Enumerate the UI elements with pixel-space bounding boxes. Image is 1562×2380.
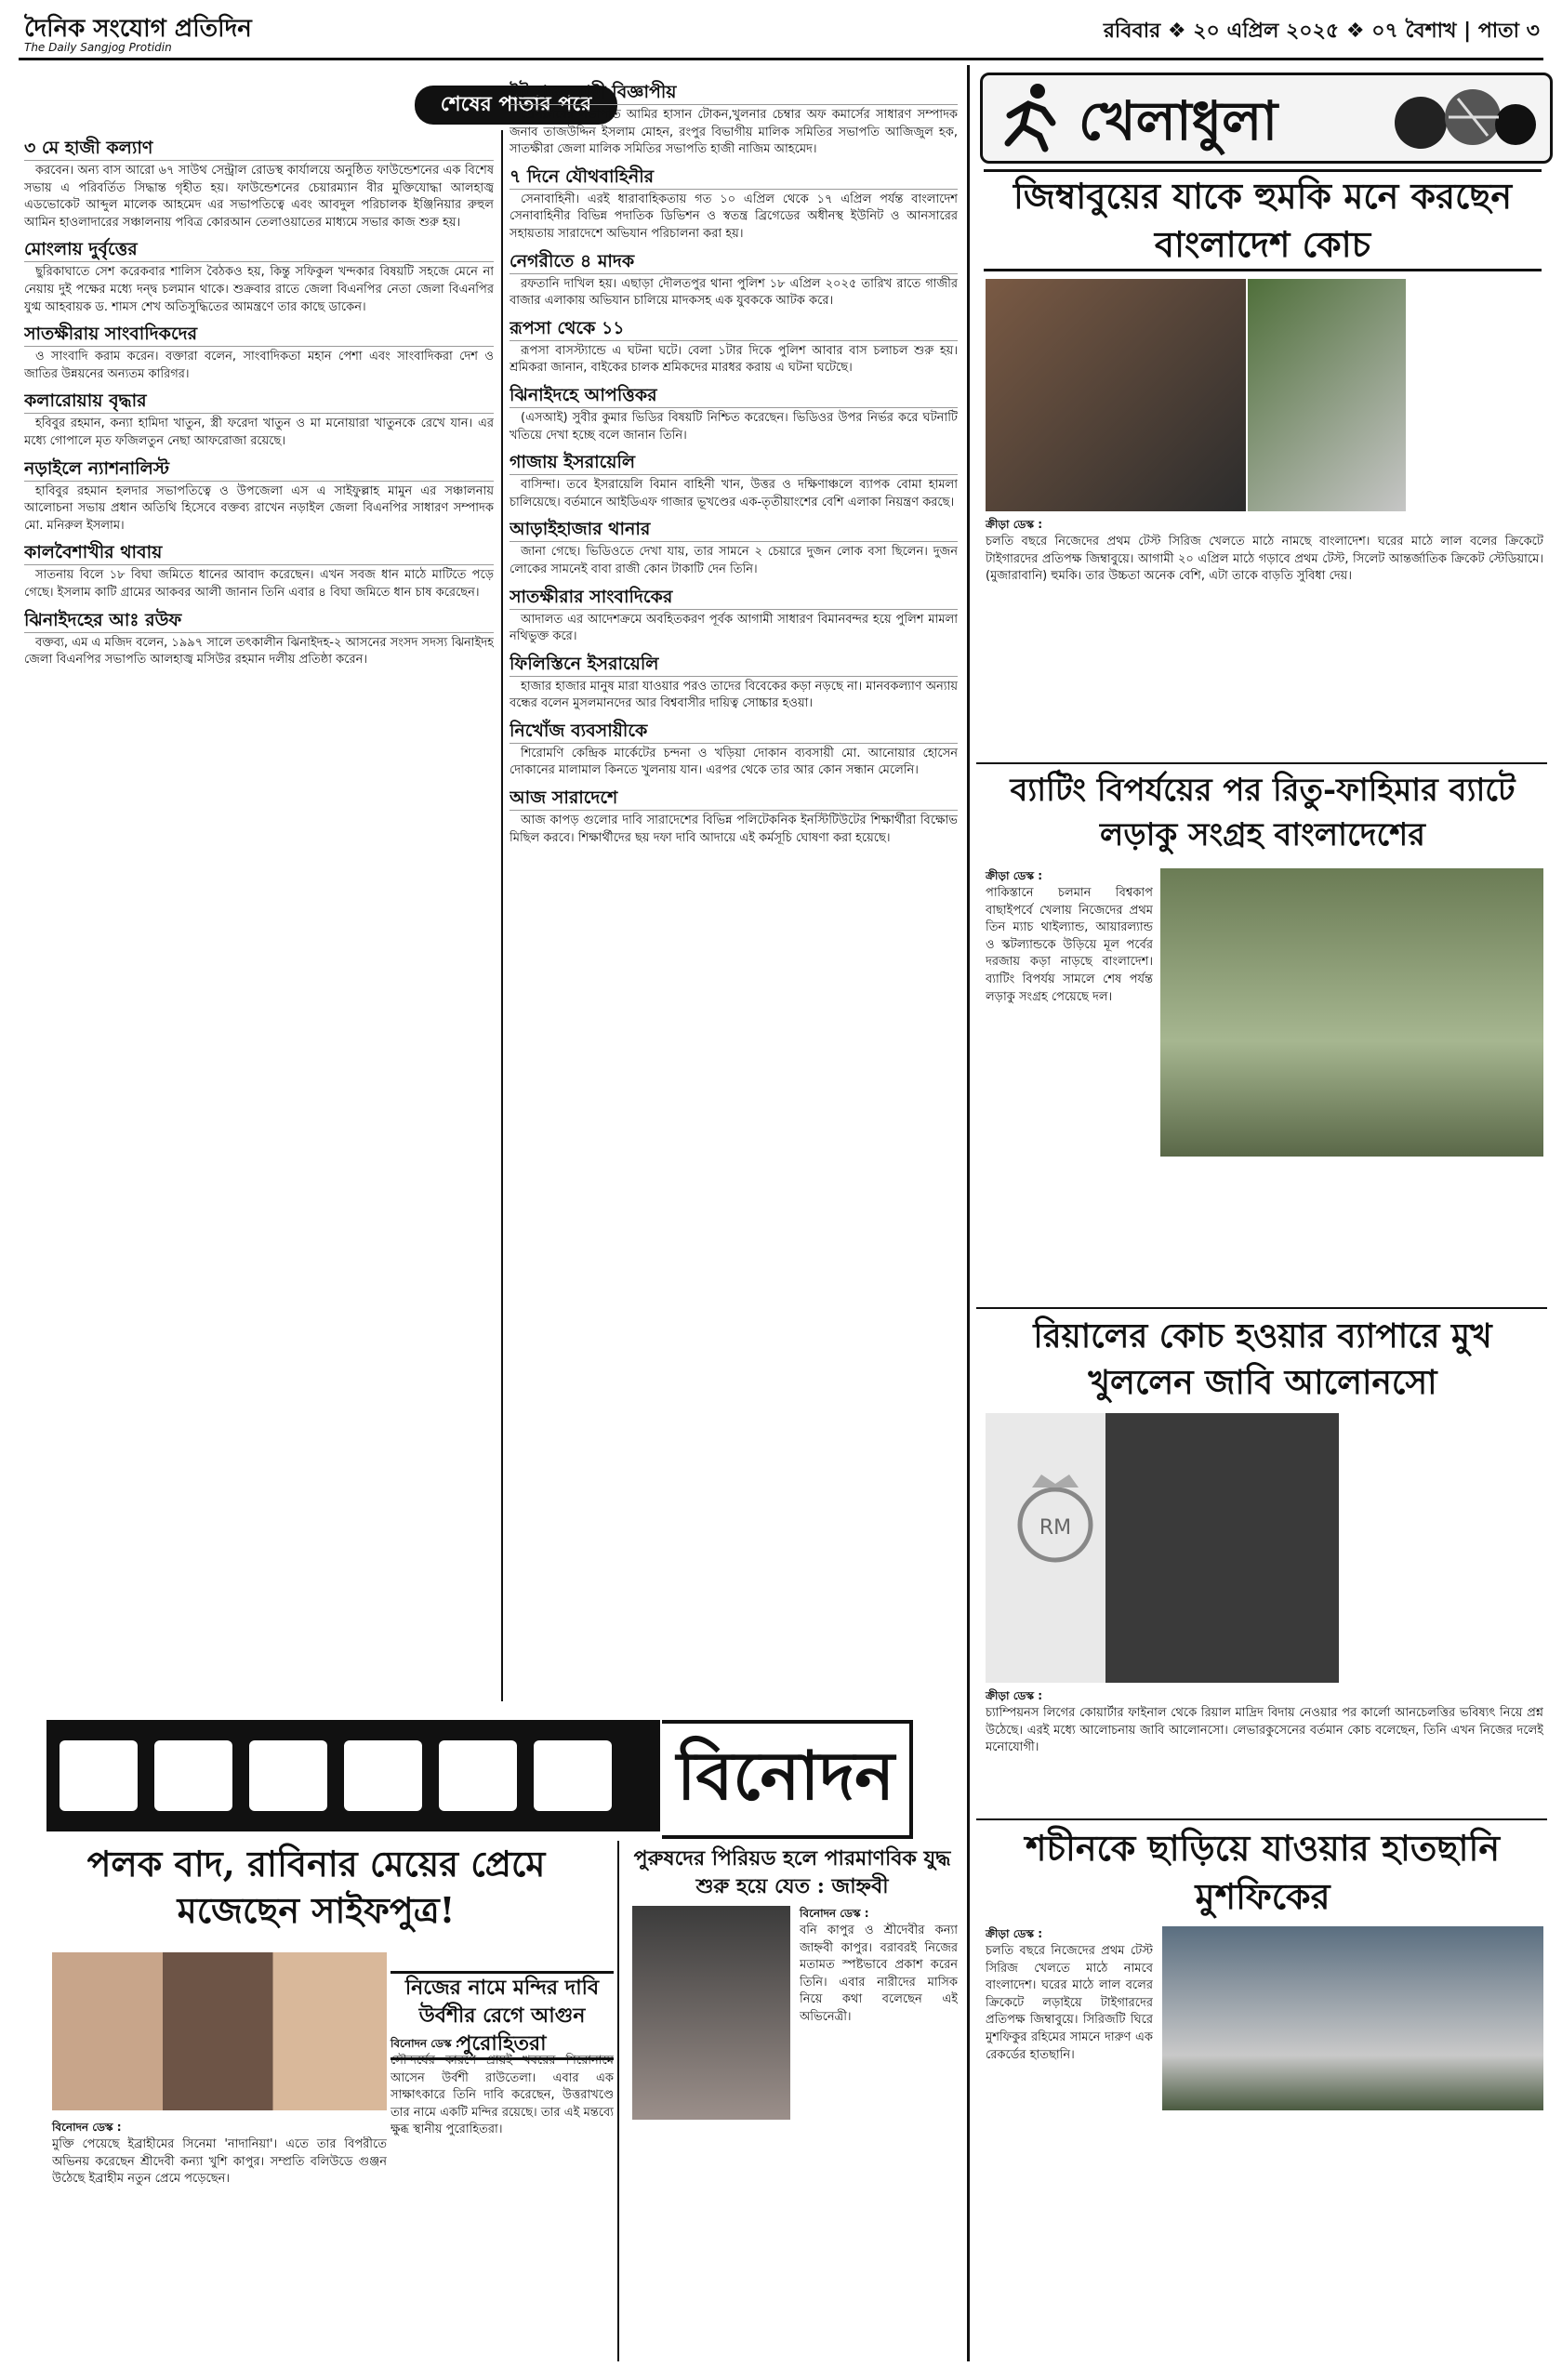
- story-caption: ক্রীড়া ডেস্ক :: [986, 1689, 1043, 1702]
- story-body: আজ কাপড় গুলোর দাবি সারাদেশের বিভিন্ন পলিটেকনিক ইনস্টিটিউটের শিক্ষার্থীরা বিক্ষোভ মিছিল করবে। শিক্ষার্থীদের ছয় দফা দাবি আদায়ে এই কর্মসূচি ঘোষণা করা হয়েছে।: [510, 813, 958, 845]
- story-body: হবিবুর রহমান, কন্যা হামিদা খাতুন, স্ত্রী ফরেদা খাতুন ও মা মনোয়ারা খাতুনকে রেখে যান। এর মধ্যে গোপালে মৃত ফজিলতুন নেছা আফরোজা রয়েছে।: [24, 416, 494, 448]
- story-body: সাতনায় বিলে ১৮ বিঘা জমিতে ধানের আবাদ করেছেন। এখন সবজ ধান মাঠে মাটিতে পড়ে গেছে। ইসলাম কাটি গ্রামের আকবর আলী জানান তিনি এবার ৪ বিঘা জমিতে ধান চাষ করেছেন।: [24, 568, 494, 600]
- middle-story-1: [510, 80, 958, 159]
- column-divider: [617, 1841, 619, 2361]
- left-story-6: [24, 540, 494, 602]
- story-headline: সাতক্ষীরার সাংবাদিকের: [510, 585, 958, 610]
- sports-balls-icon: [1383, 80, 1540, 152]
- middle-story-3: [510, 249, 958, 311]
- left-story-7: [24, 608, 494, 669]
- story-body: হাবিবুর রহমান হলদার সভাপতিত্বে ও উপজেলা এস এ সাইফুল্লাহ মামুন এর সঞ্চালনায় আলোচনা সভায় প্রধান অতিথি হিসেবে বক্তব্য রাখেন নড়াইল জেলা বিএনপির সাধারণ সম্পাদক মো. মনিরুল ইসলাম।: [24, 483, 494, 533]
- sports-story-2-body: পাকিস্তানে চলমান বিশ্বকাপ বাছাইপর্বে খেলায় নিজেদের প্রথম তিন ম্যাচ থাইল্যান্ড, আয়ারল্যান্ড ও স্কটল্যান্ডকে উড়িয়ে মূল পর্বের দরজায় কড়া নাড়ছে বাংলাদেশ। ব্যাটিং বিপর্যয় সামলে শেষ পর্যন্ত লড়াকু সংগ্রহ পেয়েছে দল।: [986, 886, 1153, 1004]
- entertainment-story-1-body: মুক্তি পেয়েছে ইব্রাহীমের সিনেমা 'নাদানিয়া'। এতে তার বিপরীতে অভিনয় করেছেন শ্রীদেবী কন্যা খুশি কাপুর। সম্প্রতি বলিউডে গুঞ্জন উঠেছে ইব্রাহীম নতুন প্রেমে পড়েছেন।: [52, 2137, 387, 2187]
- sports-photo-coach: [986, 279, 1246, 511]
- sports-photo-player: [1248, 279, 1406, 511]
- story-body: রফতানি দাখিল হয়। এছাড়া দৌলতপুর থানা পুলিশ ১৮ এপ্রিল ২০২৫ তারিখ রাতে গাজীর বাজার এলাকায় অভিযান চালিয়ে মাদকসহ এক যুবককে আটক করে।: [510, 276, 958, 309]
- story-headline: ৭ দিনে যৌথবাহিনীর: [510, 165, 958, 190]
- story-headline: সাতক্ষীরায় সাংবাদিকদের: [24, 322, 494, 347]
- sports-story-3-side: [1346, 1413, 1543, 1683]
- sports-headline-4: শচীনকে ছাড়িয়ে যাওয়ার হাতছানি মুশফিকের: [1025, 1827, 1501, 1917]
- section-rule: [976, 1307, 1547, 1309]
- sports-headline-1: জিম্বাবুয়ের যাকে হুমকি মনে করছেন বাংলাদেশ কোচ: [984, 169, 1542, 271]
- story-caption: বিনোদন ডেস্ক :: [52, 2121, 122, 2134]
- story-body: (এসআই) সুবীর কুমার ভিডির বিষয়টি নিশ্চিত করেছেন। ভিডিওর উপর নির্ভর করে ঘটনাটি খতিয়ে দেখা হচ্ছে বলে জানান তিনি।: [510, 410, 958, 443]
- entertainment-story-3-body: বনি কাপুর ও শ্রীদেবীর কন্যা জাহ্নবী কাপুর। বরাবরই নিজের মতামত স্পষ্টভাবে প্রকাশ করেন তিনি। এবার নারীদের মাসিক নিয়ে কথা বলেছেন এই অভিনেত্রী।: [800, 1924, 958, 2024]
- left-story-5: [24, 456, 494, 536]
- story-caption: ক্রীড়া ডেস্ক :: [986, 518, 1043, 531]
- runner-icon: [991, 78, 1066, 152]
- middle-story-6: [510, 450, 958, 511]
- middle-story-11: [510, 786, 958, 847]
- story-headline: আড়াইহাজার থানার: [510, 517, 958, 542]
- film-strip-graphic: [46, 1720, 660, 1831]
- middle-story-4: [510, 316, 958, 377]
- story-headline: কলারোয়ায় বৃদ্ধার: [24, 389, 494, 414]
- story-body: করবেন। অন্য বাস আরো ৬৭ সাউথ সেন্ট্রাল রোডস্থ কার্যালয়ে অনুষ্ঠিত ফাউন্ডেশনের এক বিশেষ সভায় এ পরিবর্তিত সিদ্ধান্ত গৃহীত হয়। ফাউন্ডেশনের চেয়ারম্যান বীর মুক্তিযোদ্ধা আলহাজ্ব এডভোকেট আব্দুল মালেক আহমেদ এর সভাপতিত্বে এবং আবদুল পরিচালক ইঞ্জিনিয়ার রুহুল আমিন হাওলাদারের সঞ্চালনায় পবিত্র কোরআন তেলাওয়াতের মাধ্যমে সভার কাজ শুরু হয়।: [24, 164, 494, 230]
- middle-story-7: [510, 517, 958, 578]
- sports-headline-3: রিয়ালের কোচ হওয়ার ব্যাপারে মুখ খুললেন জাবি আলোনসো: [1033, 1316, 1492, 1402]
- svg-text:RM: RM: [1039, 1516, 1072, 1540]
- sports-story-4-continued: [986, 2120, 1543, 2363]
- entertainment-section-title: বিনোদন: [662, 1720, 913, 1839]
- section-divider: [967, 65, 970, 2361]
- entertainment-photo-actress: [632, 1906, 790, 2120]
- entertainment-story-1-sidebar: [394, 1887, 599, 1966]
- story-caption: বিনোদন ডেস্ক :: [390, 2037, 460, 2050]
- story-body: ও সাংবাদি করাম করেন। বক্তারা বলেন, সাংবাদিকতা মহান পেশা এবং সাংবাদিকরা দেশ ও জাতির উন্নয়নের অন্যতম কারিগর।: [24, 350, 494, 381]
- story-body: ছুরিকাঘাতে সেশ করেকবার শালিস বৈঠকও হয়, কিন্তু সফিকুল খন্দকার বিষয়টি সহজে মেনে না নেয়ায় দুই পক্ষের মধ্যে দন্দ্ব চলমান থাকে। শুক্রবার রাতে জেলা বিএনপির নেতা জেলা বিএনপির যুগ্ম আহবায়ক ড. শামস শেখ অতিসুদ্ধিতের আমন্ত্রণে তার কাছে ডাকেন।: [24, 265, 494, 314]
- left-story-2: [24, 237, 494, 316]
- story-body: বাসিন্দা। তবে ইসরায়েলি বিমান বাহিনী খান, উত্তর ও দক্ষিণাঞ্চলে ব্যাপক বোমা হামলা চালিয়েছে। বর্তমানে আইডিএফ গাজার ভূখণ্ডের এক-তৃতীয়াংশের বেশি এলাকা নিয়ন্ত্রণ করছে।: [510, 478, 958, 509]
- sports-story-1-body: চলতি বছরে নিজেদের প্রথম টেস্ট সিরিজ খেলতে মাঠে নামছে বাংলাদেশ। ঘরের মাঠে লাল বলের ক্রিকেটে টাইগারদের প্রতিপক্ষ জিম্বাবুয়ে। আগামী ২০ এপ্রিল মাঠে গড়াবে প্রথম টেস্ট, সিলেট আন্তর্জাতিক ক্রিকেট স্টেডিয়ামে। (মুজারাবানি) হুমকি। তার উচ্চতা অনেক বেশি, এটা তাকে বাড়তি সুবিধা দেয়।: [986, 535, 1543, 584]
- story-body: আদালত এর আদেশক্রমে অবহিতকরণ পূর্বক আগামী সাধারণ বিমানবন্দর হয়ে পুলিশ মামলা নথিভুক্ত করে।: [510, 612, 958, 644]
- entertainment-story-2-body: সৌন্দর্যের কারণে প্রায়ই খবরের শিরোনামে আসেন উর্বশী রাউতেলা। এবার এক সাক্ষাৎকারে তিনি দাবি করেছেন, উত্তরাখণ্ডে তার নামে একটি মন্দির রয়েছে। তার এই মন্তব্যে ক্ষুব্ধ স্থানীয় পুরোহিতরা।: [390, 2054, 614, 2137]
- left-story-1: [24, 136, 494, 231]
- left-story-4: [24, 389, 494, 450]
- sports-photo-mushfiq: [1162, 1926, 1543, 2110]
- middle-story-8: [510, 585, 958, 646]
- story-body: জানা গেছে। ভিডিওতে দেখা যায়, তার সামনে ২ চেয়ারে দুজন লোক বসা ছিলেন। দুজন লোকের সামনেই বাবা রাজী কোন টাকাটি দেন তিনি।: [510, 545, 958, 576]
- sports-photo-cricket-team: [1160, 868, 1543, 1157]
- newspaper-logo: দৈনিক সংযোগ প্রতিদিন: [24, 15, 252, 43]
- story-body: শিরোমণি কেন্দ্রিক মার্কেটের চন্দনা ও খড়িয়া দোকান ব্যবসায়ী মো. আনোয়ার হোসেন দোকানের মালামাল কিনতে খুলনায় যান। এরপর থেকে তার আর কোন সন্ধান মেলেনি।: [510, 746, 958, 778]
- middle-column: [510, 74, 958, 1701]
- story-body: হাজার হাজার মানুষ মারা যাওয়ার পরও তাদের বিবেকের কড়া নড়ছে না। মানবকল্যাণ অন্যায় বন্ধের বলেন মুসলমানদের আর বিশ্ববাসীর দায়িত্ব সোচ্চার হওয়া।: [510, 679, 958, 711]
- sports-story-2-continued: [986, 1166, 1543, 1302]
- column-divider: [501, 130, 503, 1701]
- story-headline: গাজায় ইসরায়েলি: [510, 450, 958, 475]
- newspaper-logo-subtitle: The Daily Sangjog Protidin: [24, 41, 172, 54]
- story-body: বক্তব্য, এম এ মজিদ বলেন, ১৯৯৭ সালে তৎকালীন ঝিনাইদহ-২ আসনের সংসদ সদস্য ঝিনাইদহ জেলা বিএনপির সভাপতি আলহাজ্ব মসিউর রহমান দলীয় প্রতিষ্ঠা করেন।: [24, 635, 494, 668]
- story-body: সেনাবাহিনী। এরই ধারাবাহিকতায় গত ১০ এপ্রিল থেকে ১৭ এপ্রিল পর্যন্ত বাংলাদেশ সেনাবাহিনীর বিভিন্ন পদাতিক ডিভিশন ও স্বতন্ত্র ব্রিগেডের অধীনস্থ ইউনিট ও আনসারের সহায়তায় সারাদেশে অভিযান পরিচালনা করা হয়।: [510, 192, 958, 241]
- entertainment-headline-3: পুরুষদের পিরিয়ড হলে পারমাণবিক যুদ্ধ শুরু হয়ে যেত : জাহ্নবী: [633, 1846, 951, 1898]
- middle-story-2: [510, 165, 958, 244]
- sports-story-1-side: [1413, 279, 1543, 511]
- real-madrid-crest-icon: [1013, 1469, 1097, 1571]
- story-caption: ক্রীড়া ডেস্ক :: [986, 869, 1043, 882]
- story-caption: বিনোদন ডেস্ক :: [800, 1907, 869, 1920]
- story-headline: রূপসা থেকে ১১: [510, 316, 958, 341]
- sports-headline-2: ব্যাটিং বিপর্যয়ের পর রিতু-ফাহিমার ব্যাটে লড়াকু সংগ্রহ বাংলাদেশের: [1010, 772, 1516, 853]
- left-story-3: [24, 322, 494, 383]
- middle-story-10: [510, 719, 958, 780]
- story-headline: ঝিনাইদহে আপত্তিকর: [510, 383, 958, 408]
- section-rule: [976, 762, 1547, 764]
- left-column: [24, 130, 494, 1692]
- entertainment-story-3-continued: [625, 2129, 958, 2364]
- story-body: রূপসা বাসস্ট্যান্ডে এ ঘটনা ঘটে। বেলা ১টার দিকে পুলিশ আবার বাস চলাচল শুরু হয়। শ্রমিকরা জানান, বাইকের চালক শ্রমিকদের মারধর করায় এ ঘটনা ঘটেছে।: [510, 343, 958, 376]
- dateline: রবিবার ❖ ২০ এপ্রিল ২০২৫ ❖ ০৭ বৈশাখ | পাতা ৩: [1103, 20, 1540, 43]
- sports-section-title: খেলাধুলা: [1079, 89, 1278, 152]
- story-headline: মোংলায় দুর্বৃত্তের: [24, 237, 494, 262]
- sports-story-4-body: চলতি বছরে নিজেদের প্রথম টেস্ট সিরিজ খেলতে মাঠে নামবে বাংলাদেশ। ঘরের মাঠে লাল বলের ক্রিকেটে লড়াইয়ে টাইগারদের প্রতিপক্ষ জিম্বাবুয়ে। সিরিজটি ঘিরে মুশফিকুর রহিমের সামনে দারুণ এক রেকর্ডের হাতছানি।: [986, 1944, 1153, 2062]
- story-headline: ঝিনাইদহের আঃ রউফ: [24, 608, 494, 633]
- story-caption: ক্রীড়া ডেস্ক :: [986, 1927, 1043, 1940]
- middle-story-5: [510, 383, 958, 444]
- continued-banner: শেষের পাতার পরে: [415, 86, 617, 125]
- entertainment-headline-1: পলক বাদ, রাবিনার মেয়ের প্রেমে মজেছেন সাইফপুত্র!: [86, 1843, 546, 1931]
- entertainment-headline-2: নিজের নামে মন্দির দাবি উর্বশীর রেগে আগুন পুরোহিতরা: [390, 1971, 614, 2060]
- entertainment-photo-trio: [52, 1952, 387, 2110]
- story-headline: কালবৈশাখীর থাবায়: [24, 540, 494, 565]
- story-headline: নেগরীতে ৪ মাদক: [510, 249, 958, 274]
- story-headline: ৩ মে হাজী কল্যাণ: [24, 136, 494, 161]
- middle-story-9: [510, 652, 958, 713]
- story-headline: নিখোঁজ ব্যবসায়ীকে: [510, 719, 958, 744]
- story-headline: আজ সারাদেশে: [510, 786, 958, 811]
- section-rule: [976, 1818, 1547, 1820]
- sports-story-3-body: চ্যাম্পিয়নস লিগের কোয়ার্টার ফাইনাল থেকে রিয়াল মাদ্রিদ বিদায় নেওয়ার পর কার্লো আনচেলত্তির ভবিষ্যৎ নিয়ে প্রশ্ন উঠেছে। এরই মধ্যে আলোচনায় জাবি আলোনসো। লেভারকুসেনের বর্তমান কোচ বলেছেন, তিনি এখন নিজের দলেই মনোযোগী।: [986, 1706, 1543, 1755]
- story-headline: ফিলিস্তিনে ইসরায়েলি: [510, 652, 958, 677]
- story-headline: নড়াইলে ন্যাশনালিস্ট: [24, 456, 494, 482]
- story-body: প্রেসক্লাবের সভাপতি আমির হাসান টোকন,খুলনার চেম্বার অফ কমার্সের সাধারণ সম্পাদক জনাব তাজউদ্দিন ইসলাম মোহন, রংপুর বিভাগীয় মালিক সমিতির সভাপতি আজিজুল হক, সাতক্ষীরা জেলা মালিক সমিতির সভাপতি হাজী নাজিম আহমেদ।: [510, 108, 958, 157]
- story-headline: ইট প্রস্তুতকারী বিজ্ঞাপীয়: [510, 80, 958, 105]
